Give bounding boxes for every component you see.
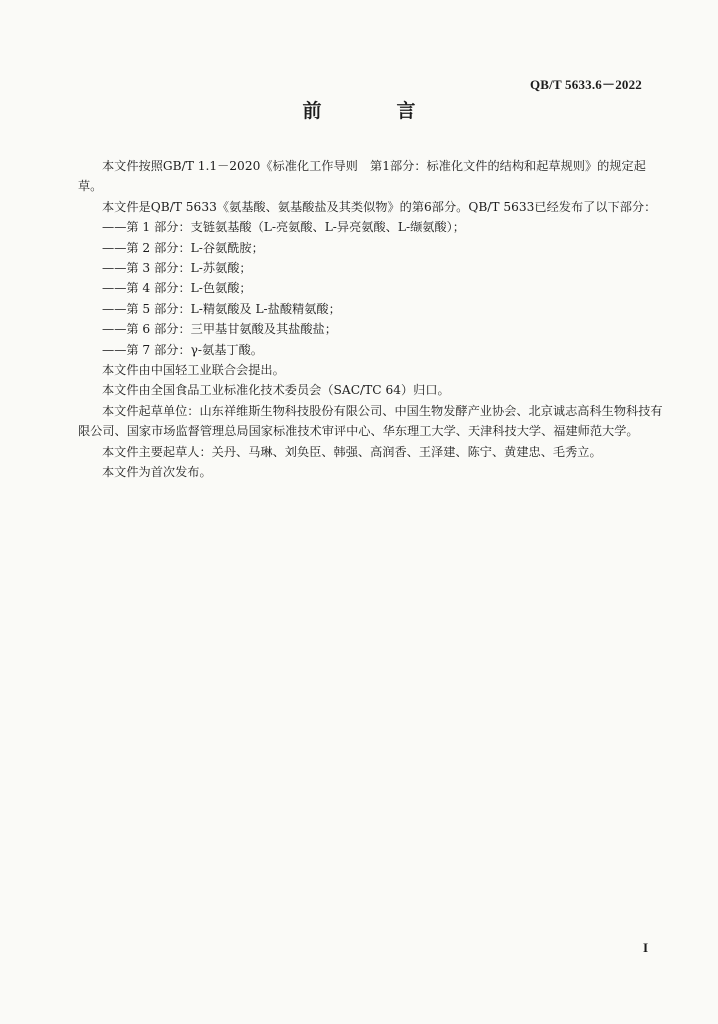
list-item: ——第 4 部分：L-色氨酸； (102, 281, 252, 296)
series-statement-paragraph: 本文件是QB/T 5633《氨基酸、氨基酸盐及其类似物》的第6部分。QB/T 5633已经发布了以下部分： (102, 199, 657, 214)
drafting-units-paragraph: 本文件起草单位：山东祥维斯生物科技股份有限公司、中国生物发酵产业协会、北京诚志高科生物科技有限公司、国家市场监督管理总局国家标准技术审评中心、华东理工大学、天津科技大学、福建师范大学。 (78, 403, 663, 439)
first-release-paragraph: 本文件为首次发布。 (102, 465, 212, 480)
list-item: ——第 6 部分：三甲基甘氨酸及其盐酸盐； (102, 322, 337, 337)
list-item: ——第 7 部分：γ-氨基丁酸。 (102, 342, 263, 357)
proposed-by-paragraph: 本文件由中国轻工业联合会提出。 (102, 363, 285, 378)
drafting-rule-paragraph: 本文件按照GB/T 1.1－2020《标准化工作导则 第1部分：标准化文件的结构和起草规则》的规定起草。 (78, 159, 646, 194)
drafters-paragraph: 本文件主要起草人：关丹、马琳、刘奂臣、韩强、高润香、王泽建、陈宁、黄建忠、毛秀立。 (102, 444, 602, 459)
list-item: ——第 5 部分：L-精氨酸及 L-盐酸精氨酸； (102, 301, 341, 316)
list-item: ——第 3 部分：L-苏氨酸； (102, 261, 252, 276)
document-body (78, 156, 663, 483)
list-item: ——第 1 部分：支链氨基酸（L-亮氨酸、L-异亮氨酸、L-缬氨酸）； (102, 220, 465, 235)
list-item: ——第 2 部分：L-谷氨酰胺； (102, 240, 264, 255)
page-number: I (642, 940, 648, 955)
page-title: 前 言 (302, 100, 444, 122)
managed-by-paragraph: 本文件由全国食品工业标准化技术委员会（SAC/TC 64）归口。 (102, 383, 450, 398)
standard-code: QB/T 5633.6－2022 (529, 77, 642, 92)
parts-list (78, 217, 663, 360)
